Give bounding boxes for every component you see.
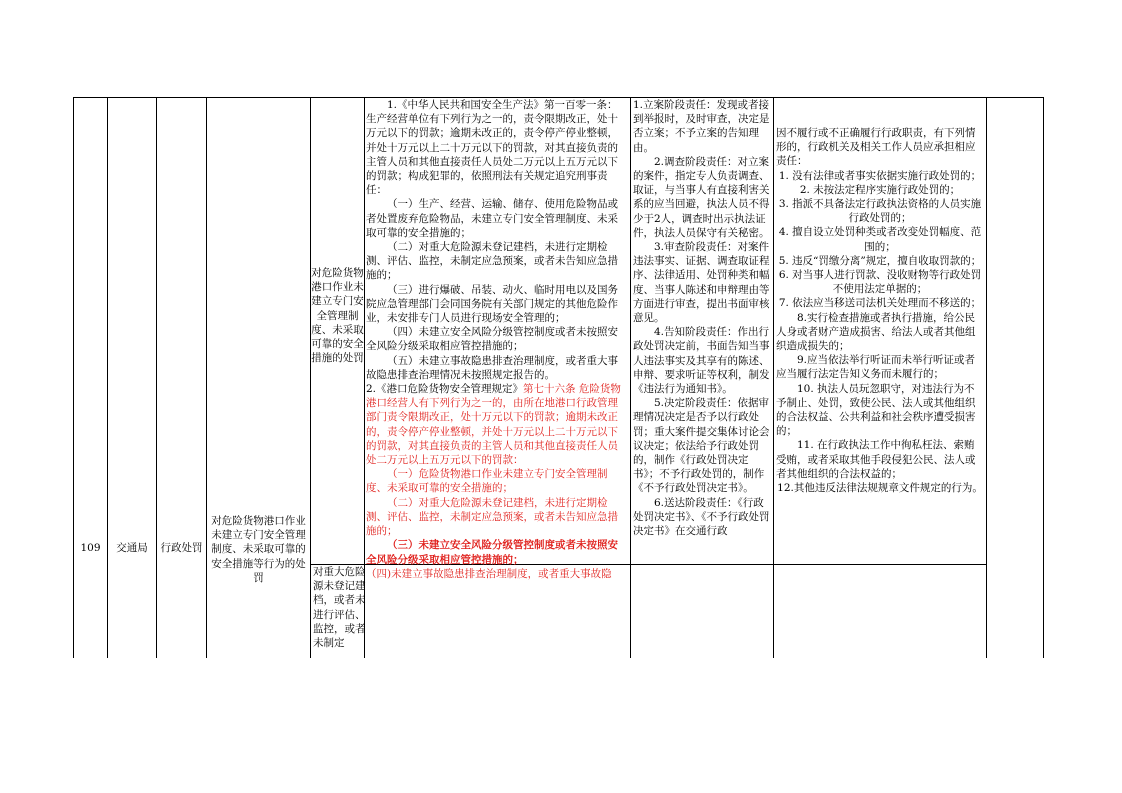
responsibility-item: 6.送达阶段责任：《行政处罚决定书》、《不予行政处罚决定书》在交通行政: [633, 496, 770, 538]
responsibility-item: 4.告知阶段责任：作出行政处罚决定前，书面告知当事人违法事实及其享有的陈述、申辩、要求听证等权利，制发《违法行为通知书》。: [633, 326, 770, 396]
accountability-intro: 因不履行或不正确履行行政职责，有下列情形的，行政机关及相关工作人员应承担相应责任：: [776, 127, 976, 168]
accountability-item: 7. 依法应当移送司法机关处理而不移送的；: [778, 297, 982, 310]
law-item: （四)未建立事故隐患排查治理制度，或者重大事故隐: [366, 567, 612, 580]
accountability-item: 2. 未按法定程序实施行政处罚的；: [799, 183, 961, 196]
law-title: 2.《港口危险货物安全管理规定》: [366, 383, 524, 396]
law-article: 第七十六条 危险货物港口经营人有下列行为之一的，由所在地港口行政管理部门责令限期改正，处十万元以下的罚款；逾期未改正的，责令停产停业整顿，并处十万元以上二十万元以下的罚款，对其直接负责的主管人员和其他直接责任人员处二万元以上五万元以下的罚款：: [366, 383, 621, 467]
accountability-items: [776, 126, 984, 556]
col-divider: [986, 97, 987, 658]
col-divider: [156, 97, 157, 658]
col-divider: [773, 97, 774, 658]
accountability-item: 10. 执法人员玩忽职守，对违法行为不予制止、处罚，致使公民、法人或其他组织的合法权益、公共利益和社会秩序遭受损害的；: [776, 382, 976, 438]
law-text: 1.《中华人民共和国安全生产法》第一百零一条：生产经营单位有下列行为之一的，责令限期改正，处十万元以下的罚款；逾期未改正的，责令停产停业整顿，并处十万元以上二十万元以下的罚款，对其直接负责的主管人员和其他直接责任人员处二万元以上五万元以下的罚款；构成犯罪的，依照刑法有关规定追究刑事责任：: [366, 99, 618, 197]
department: 交通局: [116, 542, 148, 554]
accountability-item: 3. 指派不具备法定行政执法资格的人员实施行政处罚的；: [778, 198, 982, 225]
responsibility-items: [633, 98, 771, 564]
accountability-item: 5. 违反“罚缴分离”规定，擅自收取罚款的；: [778, 254, 982, 267]
accountability-item: 12.其他违反法律法规规章文件规定的行为。: [777, 482, 983, 495]
accountability-item: 6. 对当事人进行罚款、没收财物等行政处罚不使用法定单据的；: [778, 269, 982, 296]
col-divider: [73, 97, 74, 658]
law-item: （四）未建立安全风险分级管控制度或者未按照安全风险分级采取相应管控措施的；: [366, 326, 618, 353]
item-name: 对危险货物港口作业未建立专门安全管理制度、未采取可靠的安全措施等行为的处罚: [211, 515, 306, 584]
law-item: （三）进行爆破、吊装、动火、临时用电以及国务院应急管理部门会同国务院有关部门规定的其他危险作业，未安排专门人员进行现场安全管理的；: [366, 283, 618, 325]
responsibility-item: 3.审查阶段责任：对案件违法事实、证据、调查取证程序、法律适用、处罚种类和幅度、当事人陈述和申辩理由等方面进行审查，提出书面审核意见。: [633, 241, 770, 325]
power-type: 行政处罚: [160, 542, 203, 554]
law-text: [366, 382, 628, 467]
law-item: （二）对重大危险源未登记建档，未进行定期检测、评估、监控，未制定应急预案，或者未告知应急措施的；: [366, 241, 618, 282]
accountability-item: 4. 擅自设立处罚种类或者改变处罚幅度、范围的；: [778, 226, 982, 253]
sub-item-name: 对重大危险源未登记建档，或者未进行评估、监控，或者未制定: [313, 566, 366, 650]
responsibility-item: 2.调查阶段责任：对立案的案件，指定专人负责调查、取证，与当事人有直接利害关系的应当回避，执法人员不得少于2人，调查时出示执法证件，执法人员保守有关秘密。: [633, 155, 770, 239]
row-number: 109: [80, 542, 101, 554]
law-item: （一）危险货物港口作业未建立专门安全管理制度、未采取可靠的安全措施的；: [366, 468, 608, 495]
col-divider: [630, 97, 631, 658]
accountability-item: 9.应当依法举行听证而未举行听证或者应当履行法定告知义务而未履行的；: [776, 354, 976, 381]
law-item: （五）未建立事故隐患排查治理制度，或者重大事故隐患排查治理情况未按照规定报告的。: [366, 354, 618, 381]
sub-item-name: 对危险货物港口作业未建立专门安全管理制度、未采取可靠的安全措施的处罚: [311, 267, 364, 365]
col-divider: [107, 97, 108, 658]
legal-basis: [366, 98, 628, 580]
law-item: （三）未建立安全风险分级管控制度或者未按照安全风险分级采取相应管控措施的；: [366, 539, 618, 566]
responsibility-item: 5.决定阶段责任：依据审理情况决定是否予以行政处罚；重大案件提交集体讨论会议决定；依法给予行政处罚的，制作《行政处罚决定书》；不予行政处罚的，制作《不予行政处罚决定书》。: [633, 397, 770, 495]
law-item: （二）对重大危险源未登记建档，未进行定期检测、评估、监控，未制定应急预案，或者未告知应急措施的；: [366, 496, 618, 538]
accountability-item: 1. 没有法律或者事实依据实施行政处罚的；: [778, 169, 982, 182]
accountability-item: 8.实行检查措施或者执行措施，给公民人身或者财产造成损害、给法人或者其他组织造成损失的；: [776, 311, 976, 353]
responsibility-item: 1.立案阶段责任：发现或者接到举报时，及时审查，决定是否立案；不予立案的告知理由。: [633, 99, 770, 154]
col-divider: [1043, 97, 1044, 658]
accountability-item: 11. 在行政执法工作中徇私枉法、索贿受贿，或者采取其他手段侵犯公民、法人或者其他组织的合法权益的；: [776, 439, 976, 480]
law-item: （一）生产、经营、运输、储存、使用危险物品或者处置废弃危险物品，未建立专门安全管理制度、未采取可靠的安全措施的；: [366, 198, 618, 239]
power-list-table: [73, 97, 1044, 658]
